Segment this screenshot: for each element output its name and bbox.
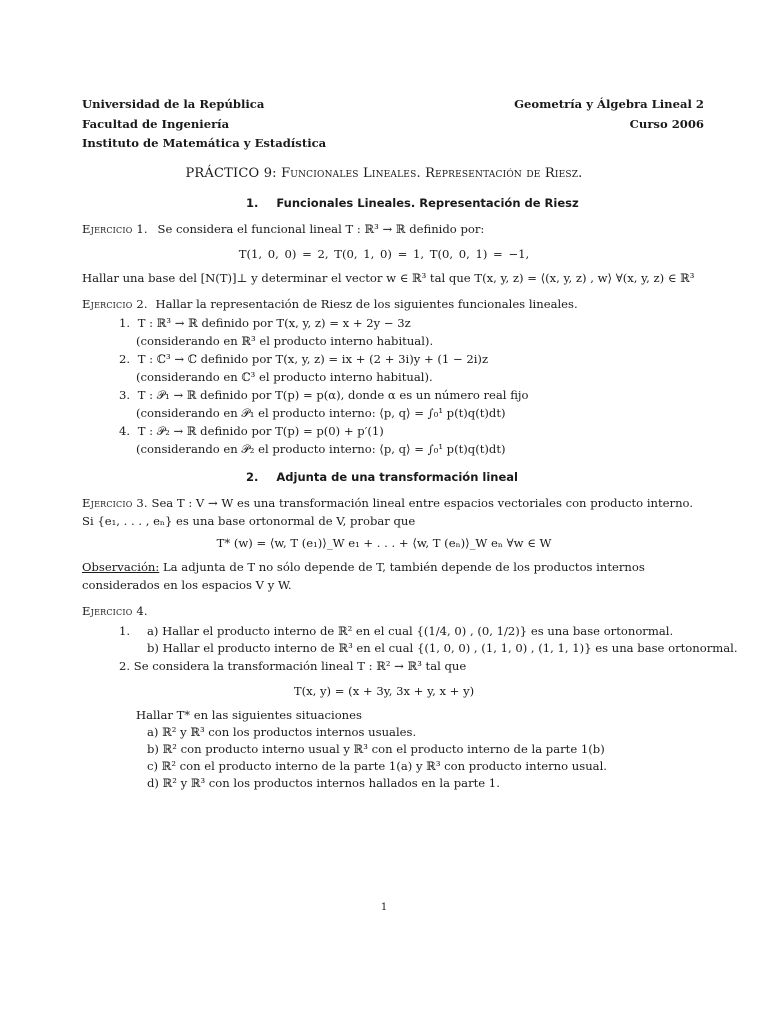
exercise-2-item-4 <box>119 424 384 438</box>
section-1-title: Funcionales Lineales. Representación de Riesz <box>276 196 579 210</box>
header-course-name: Geometría y Álgebra Lineal 2 <box>514 97 704 111</box>
exercise-2-intro-line <box>82 297 578 311</box>
exercise-3-observation <box>82 558 708 594</box>
exercise-1-label: Ejercicio 1. <box>82 222 148 236</box>
exercise-2-item-3 <box>119 388 529 402</box>
exercise-1-intro: Se considera el funcional lineal T : ℝ³ → ℝ definido por: <box>157 222 485 236</box>
exercise-4-case-d: d) ℝ² y ℝ³ con los productos internos hallados en la parte 1. <box>147 776 500 790</box>
exercise-2-item-2 <box>119 352 488 366</box>
exercise-4-item-1a: a) Hallar el producto interno de ℝ² en el cual {(1/4, 0) , (0, 1/2)} es una base ortonormal. <box>147 624 674 638</box>
header-course-year: Curso 2006 <box>629 117 704 131</box>
header-university: Universidad de la República <box>82 97 265 111</box>
exercise-4-hallar: Hallar T* en las siguientes situaciones <box>136 708 362 722</box>
exercise-1-task: Hallar una base del [N(T)]⊥ y determinar el vector w ∈ ℝ³ tal que T(x, y, z) = ⟨(x, y, z) , w⟩ ∀(x, y, z) ∈ ℝ³ <box>82 271 695 285</box>
section-1-heading <box>246 196 579 210</box>
exercise-4-item-2: 2. Se considera la transformación lineal T : ℝ² → ℝ³ tal que <box>119 659 467 673</box>
exercise-2-item-2-note: (considerando en ℂ³ el producto interno habitual). <box>136 370 433 384</box>
item-number: 1. <box>119 316 131 330</box>
exercise-2-item-4-note: (considerando en 𝒫₂ el producto interno: ⟨p, q⟩ = ∫₀¹ p(t)q(t)dt) <box>136 442 506 456</box>
exercise-4-case-b: b) ℝ² con producto interno usual y ℝ³ con el producto interno de la parte 1(b) <box>147 742 605 756</box>
exercise-3-equation: T* (w) = ⟨w, T (e₁)⟩_W e₁ + . . . + ⟨w, T (eₙ)⟩_W eₙ ∀w ∈ W <box>216 536 552 550</box>
item-line: T : 𝒫₁ → ℝ definido por T(p) = p(α), donde α es un número real fijo <box>137 388 529 402</box>
exercise-4-case-a: a) ℝ² y ℝ³ con los productos internos usuales. <box>147 725 417 739</box>
page-number: 1 <box>380 902 388 913</box>
exercise-1-equation: T(1, 0, 0) = 2, T(0, 1, 0) = 1, T(0, 0, 1) = −1, <box>238 247 530 261</box>
exercise-4-item-1-number: 1. <box>119 624 131 638</box>
exercise-2-item-3-note: (considerando en 𝒫₁ el producto interno: ⟨p, q⟩ = ∫₀¹ p(t)q(t)dt) <box>136 406 506 420</box>
page-title: PRÁCTICO 9: Funcionales Lineales. Representación de Riesz. <box>185 166 583 181</box>
exercise-4-case-c: c) ℝ² con el producto interno de la parte 1(a) y ℝ³ con producto interno usual. <box>147 759 607 773</box>
header-faculty: Facultad de Ingeniería <box>82 117 230 131</box>
exercise-3-label: Ejercicio 3. <box>82 496 148 510</box>
exercise-2-label: Ejercicio 2. <box>82 297 148 311</box>
exercise-1-intro-line <box>82 222 484 236</box>
item-number: 2. <box>119 352 131 366</box>
item-line: T : 𝒫₂ → ℝ definido por T(p) = p(0) + p′(1) <box>137 424 384 438</box>
exercise-3-text: Sea T : V → W es una transformación lineal entre espacios vectoriales con producto interno. Si {e₁, . . . , eₙ} es una base ortonormal de V, probar que <box>82 496 694 528</box>
exercise-2-item-1-note: (considerando en ℝ³ el producto interno habitual). <box>136 334 434 348</box>
exercise-3-paragraph <box>82 494 708 530</box>
item-number: 4. <box>119 424 131 438</box>
exercise-4-label: Ejercicio 4. <box>82 604 148 618</box>
observation-label: Observación: <box>82 560 160 574</box>
section-2-heading <box>246 470 518 484</box>
section-2-number: 2. <box>246 470 259 484</box>
item-line: T : ℂ³ → ℂ definido por T(x, y, z) = ix + (2 + 3i)y + (1 − 2i)z <box>137 352 489 366</box>
exercise-4-item-1b: b) Hallar el producto interno de ℝ³ en el cual {(1, 0, 0) , (1, 1, 0) , (1, 1, 1)} es una base ortonormal. <box>147 641 738 655</box>
item-number: 3. <box>119 388 131 402</box>
observation-text: La adjunta de T no sólo depende de T, también depende de los productos internos considerados en los espacios V y W. <box>82 560 645 592</box>
exercise-4-equation: T(x, y) = (x + 3y, 3x + y, x + y) <box>293 684 475 698</box>
header-institute: Instituto de Matemática y Estadística <box>82 136 327 150</box>
section-2-title: Adjunta de una transformación lineal <box>276 470 518 484</box>
exercise-2-item-1 <box>119 316 411 330</box>
exercise-2-intro: Hallar la representación de Riesz de los siguientes funcionales lineales. <box>155 297 578 311</box>
section-1-number: 1. <box>246 196 259 210</box>
item-line: T : ℝ³ → ℝ definido por T(x, y, z) = x + 2y − 3z <box>137 316 411 330</box>
